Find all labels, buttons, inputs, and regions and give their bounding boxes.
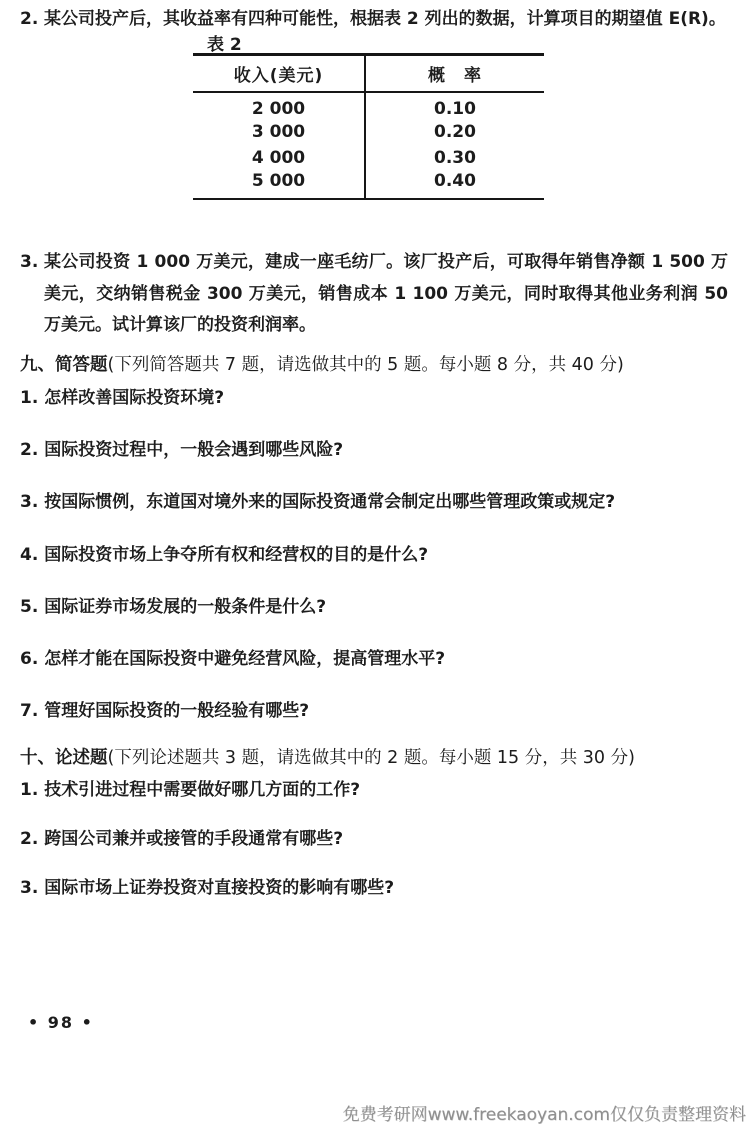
section-nine-question-2: 2. 国际投资过程中，一般会遇到哪些风险? [20,440,344,460]
problem-3-number: 3. [20,252,39,272]
income-cell: 5 000 [193,171,365,199]
table-row [193,92,544,119]
problem-3 [20,247,728,342]
probability-cell: 0.10 [434,98,476,119]
table-header-row [193,55,544,92]
section-nine-heading [20,353,728,377]
section-ten-note: (下列论述题共 3 题，请选做其中的 2 题。每小题 15 分，共 30 分) [107,748,635,768]
probability-cell: 0.30 [434,147,476,168]
section-nine-question-3: 3. 按国际惯例，东道国对境外来的国际投资通常会制定出哪些管理政策或规定? [20,492,616,512]
table-row [193,119,544,145]
section-nine-note: (下列简答题共 7 题，请选做其中的 5 题。每小题 8 分，共 40 分) [107,355,624,375]
watermark-text: 免费考研网www.freekaoyan.com仅仅负责整理资料 [342,1105,746,1125]
problem-2 [20,4,728,36]
section-nine-question-7: 7. 管理好国际投资的一般经验有哪些? [20,701,310,721]
problem-3-text: 某公司投资 1 000 万美元，建成一座毛纺厂。该厂投产后，可取得年销售净额 1 500 万美元，交纳销售税金 300 万美元，销售成本 1 100 万美元，同时取得其他业务利润 50 万美元。试计算该厂的投资利润率。 [44,252,728,335]
section-ten-question-3: 3. 国际市场上证券投资对直接投资的影响有哪些? [20,878,395,898]
section-nine-label: 九、简答题 [20,355,108,375]
income-cell: 3 000 [193,119,365,145]
table-header-income: 收入(美元) [193,55,365,92]
section-ten-heading [20,746,728,770]
problem-2-number: 2. [20,9,39,29]
table-row [193,171,544,199]
section-ten-question-2: 2. 跨国公司兼并或接管的手段通常有哪些? [20,829,344,849]
section-nine-question-1: 1. 怎样改善国际投资环境? [20,388,225,408]
table-row [193,145,544,171]
income-cell: 4 000 [193,145,365,171]
probability-cell: 0.20 [434,121,476,142]
section-ten-question-1: 1. 技术引进过程中需要做好哪几方面的工作? [20,780,361,800]
section-nine-question-5: 5. 国际证券市场发展的一般条件是什么? [20,597,327,617]
problem-2-text: 某公司投产后，其收益率有四种可能性，根据表 2 列出的数据，计算项目的期望值 E(R)。 [44,9,726,29]
section-ten-label: 十、论述题 [20,748,108,768]
table-2 [193,53,544,200]
section-nine-question-6: 6. 怎样才能在国际投资中避免经营风险，提高管理水平? [20,649,446,669]
probability-cell: 0.40 [434,170,476,191]
table-2-caption: 表 2 [207,35,242,55]
page-number: • 98 • [28,1013,94,1032]
table-header-probability: 概 率 [365,55,544,92]
section-nine-question-4: 4. 国际投资市场上争夺所有权和经营权的目的是什么? [20,545,429,565]
income-cell: 2 000 [193,92,365,119]
